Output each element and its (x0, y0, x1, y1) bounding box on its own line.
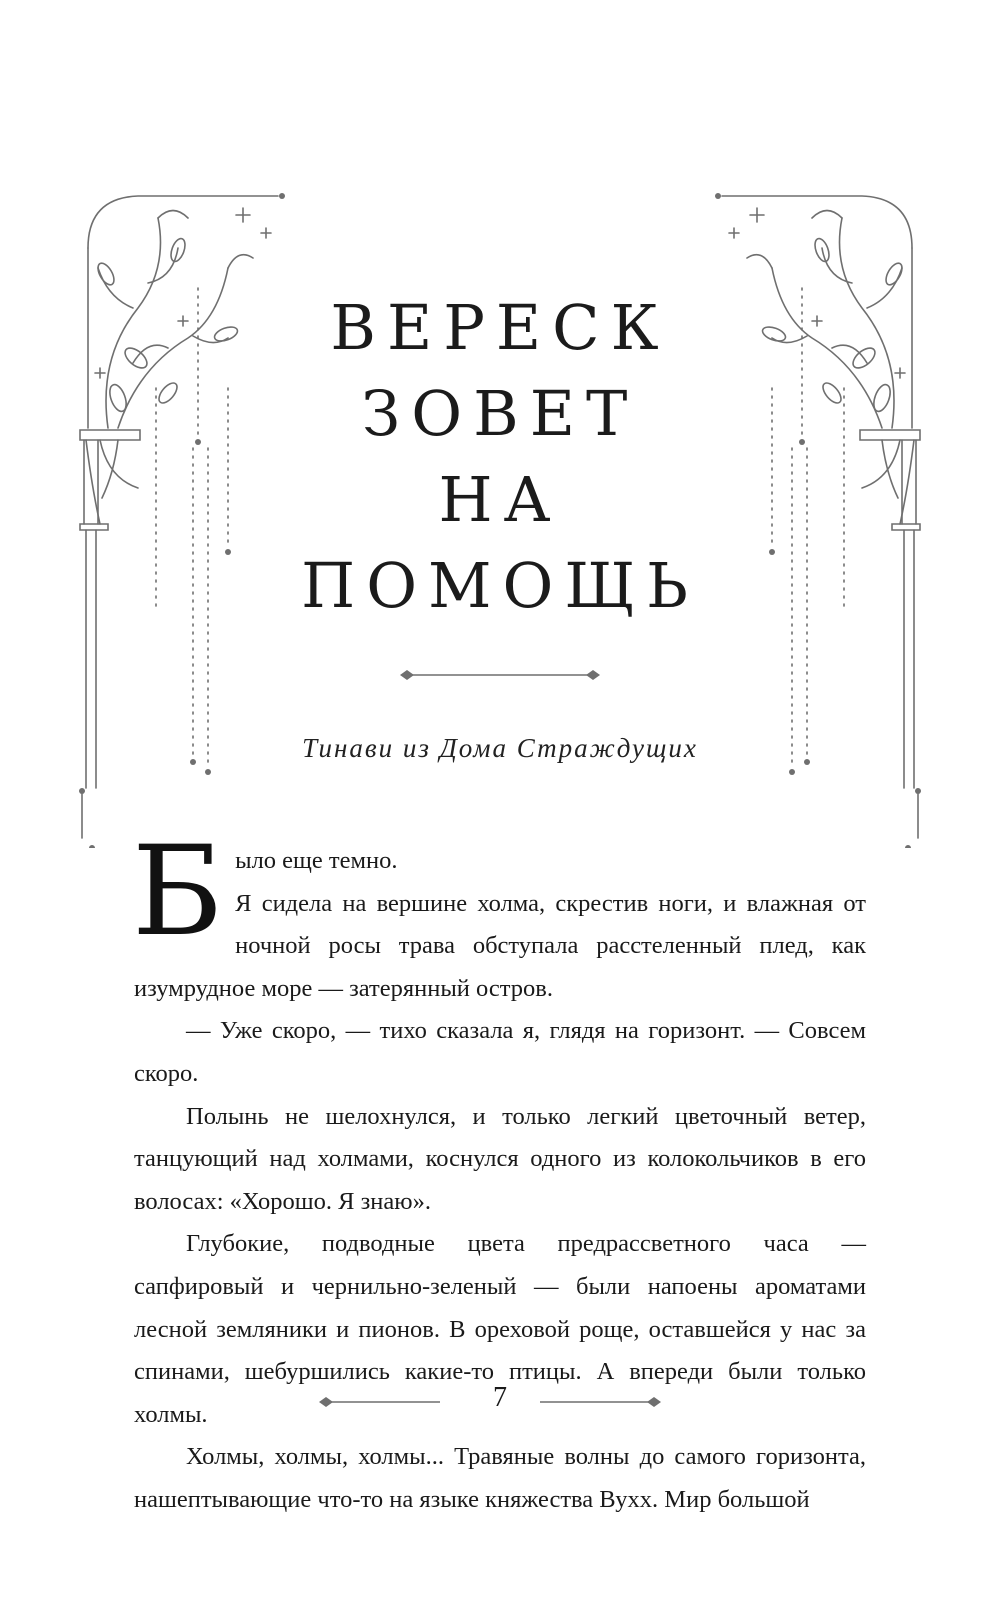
paragraph: — Уже скоро, — тихо сказала я, глядя на горизонт. — Совсем скоро. (134, 1017, 866, 1087)
chapter-title-line: ВЕРЕСК (330, 291, 670, 364)
divider-ornament-icon (395, 665, 605, 685)
paragraph: Холмы, холмы, холмы... Травяные волны до самого горизонта, нашептывающие что-то на языке княжества Вухх. Мир большой (134, 1443, 866, 1513)
chapter-title-line: НА (438, 463, 562, 536)
chapter-subtitle: Тинави из Дома Страждущих (302, 733, 698, 763)
chapter-title (250, 285, 750, 629)
paragraph: Полынь не шелохнулся, и только легкий цветочный ветер, танцующий над холмами, коснулся одного из колокольчиков в его волосах: «Хорошо. Я знаю». (134, 1102, 866, 1215)
drop-cap: Б (132, 820, 224, 964)
paragraph: Я сидела на вершине холма, скрестив ноги, и влажная от ночной росы трава обступала расстеленный плед, как изумрудное море — затерянный остров. (134, 889, 866, 1002)
page-number: 7 (493, 1382, 507, 1413)
paragraph-text: ыло еще темно. (235, 847, 398, 874)
paragraph: Глубокие, подводные цвета предрассветного часа — сапфировый и чернильно-зеленый — были напоены ароматами лесной земляники и пионов. В ореховой роще, оставшейся у нас за спинами, шебуршились какие-то птицы. А впереди были только холмы. (134, 1230, 866, 1428)
footer-ornament-left-icon (315, 1394, 440, 1410)
footer-ornament-right-icon (540, 1394, 665, 1410)
chapter-title-line: ЗОВЕТ (361, 377, 639, 450)
chapter-title-line: ПОМОЩЬ (301, 549, 699, 622)
page-footer (0, 1382, 1000, 1422)
